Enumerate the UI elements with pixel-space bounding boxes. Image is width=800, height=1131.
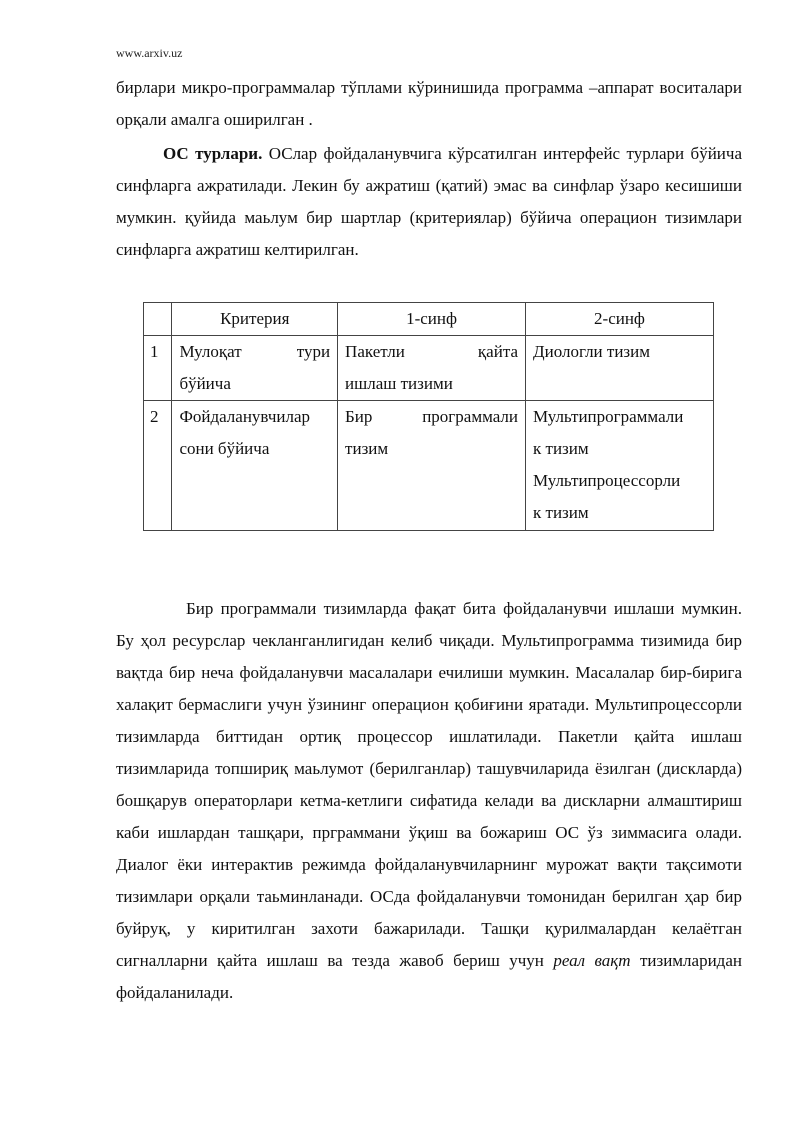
class2-line: к тизим [533, 439, 589, 458]
class2-line: к тизим [533, 503, 589, 522]
intro-paragraph: бирлари микро-программалар тўплами кўринишида программа –аппарат воситалари орқали амалга оширилган . [116, 78, 742, 129]
class2-line: Диологли тизим [533, 342, 650, 361]
class1-line: ишлаш тизими [345, 374, 453, 393]
row-number-cell: 2 [144, 401, 172, 531]
systems-text: Бир программали тизимларда фақат бита фойдаланувчи ишлаши мумкин. Бу ҳол ресурслар чекланганлигидан келиб чиқади. Мультипрограмма тизимида бир вақтда бир неча фойдаланувчи масалалари ечилиши мумкин. Масалалар бир-бирига халақит бермаслиги учун ўзининг операцион қобиғини яратади. Мультипроцессорли тизимларда биттидан ортиқ процессор ишлатилади. Пакетли қайта ишлаш тизимларида топшириқ маьлумот (берилганлар) ташувчиларида ёзилган (дискларда) бошқарув операторлари кетма-кетлиги сифатида келади ва дискларни алмаштириш каби ишлардан ташқари, прграммани ўқиш ва божариш ОС ўз зиммасига олади. Диалог ёки интерактив режимда фойдаланувчиларнинг мурожат вақти тақсимоти тизимлари орқали таьминланади. ОСда фойдаланувчи томонидан берилган ҳар бир буйруқ, у киритилган захоти бажарилади. Ташқи қурилмалардан келаётган сигналларни қайта ишлаш ва тезда жавоб бериш учун [116, 599, 742, 970]
systems-description-paragraph [116, 593, 742, 1009]
criterion-line: сони бўйича [179, 439, 270, 458]
criterion-line: Мулоқат тури [179, 342, 331, 361]
criterion-line: Фойдаланувчилар [179, 407, 310, 426]
class2-line: Мультипроцессорли [533, 471, 681, 490]
row-number-cell: 1 [144, 336, 172, 401]
criterion-cell [172, 401, 338, 531]
class2-cell [526, 401, 714, 531]
os-types-text: ОСлар фойдаланувчига кўрсатилган интерфейс турлари бўйича синфларга ажратилади. Лекин бу ажратиш (қатий) эмас ва синфлар ўзаро кесишиши мумкин. қуйида маьлум бир шартлар (критериялар) бўйича операцион тизимлари синфларга ажратиш келтирилган. [116, 144, 742, 259]
header-number-cell [144, 303, 172, 336]
criterion-cell [172, 336, 338, 401]
systems-text-end: тизимларидан фойдаланилади. [116, 951, 742, 1002]
site-url-header: www.arxiv.uz [116, 46, 183, 60]
class1-line: тизим [345, 439, 389, 458]
os-types-heading: ОС турлари. [163, 144, 263, 163]
table-row [144, 336, 714, 401]
class1-cell [338, 336, 526, 401]
criterion-line: бўйича [179, 374, 231, 393]
header-criterion-cell: Критерия [172, 303, 338, 336]
table-row [144, 401, 714, 531]
criteria-table [143, 302, 714, 531]
os-types-paragraph [116, 138, 742, 266]
header-class2-cell: 2-синф [526, 303, 714, 336]
table-header-row [144, 303, 714, 336]
class1-line: Пакетли қайта [345, 342, 518, 361]
class1-line: Бир программали [345, 407, 518, 426]
header-class1-cell: 1-синф [338, 303, 526, 336]
class2-line: Мультипрограммали [533, 407, 684, 426]
class2-cell [526, 336, 714, 401]
class1-cell [338, 401, 526, 531]
real-time-term: реал вақт [553, 951, 631, 970]
